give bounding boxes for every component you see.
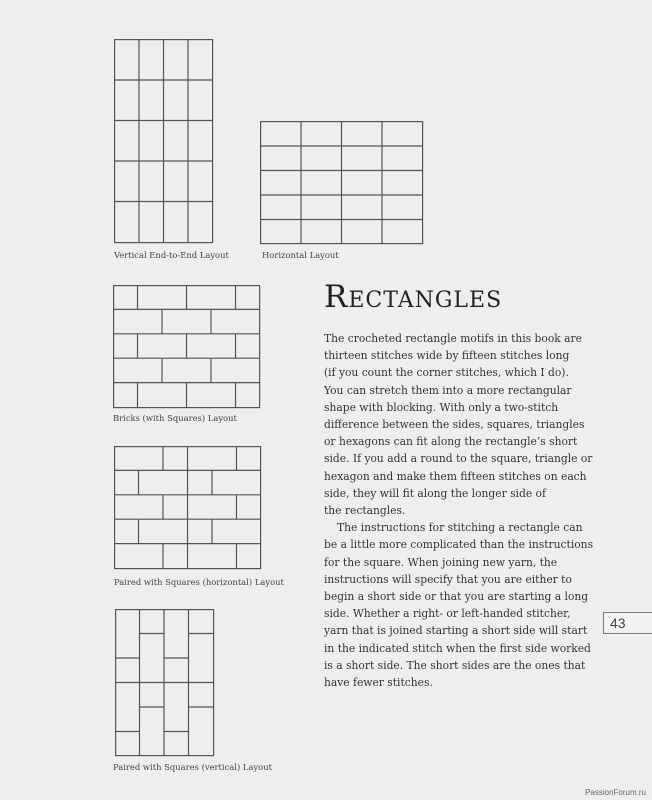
horizontal-layout-svg [260,121,424,245]
paired-horizontal-layout-svg [114,446,262,570]
bricks-layout-diagram [113,285,261,409]
page-number: 43 [603,612,652,634]
article-body [324,330,594,691]
vertical-layout-diagram [114,39,214,244]
horizontal-layout-caption: Horizontal Layout [262,250,339,260]
paired-vertical-layout-diagram [115,609,215,757]
paragraph-2: The instructions for stitching a rectangle can be a little more complicated than the instructions for the square. When joining new yarn, the instructions will specify that you are either to begin a short side or that you are starting a long side. Whether a right- or left-handed stitcher, yarn that is joined starting a short side will start in the indicated stitch when the first side worked is a short side. The short sides are the ones that have fewer stitches. [324,521,594,690]
paired-vertical-layout-svg [115,609,215,757]
bricks-layout-caption: Bricks (with Squares) Layout [113,413,237,423]
paired-vertical-layout-caption: Paired with Squares (vertical) Layout [113,762,272,772]
paired-horizontal-layout-caption: Paired with Squares (horizontal) Layout [114,577,284,587]
page-title: Rectangles [324,279,503,315]
paragraph-1: The crocheted rectangle motifs in this book are thirteen stitches wide by fifteen stitches long (if you count the corner stitches, which I do). You can stretch them into a more rectangular shape with blocking. With only a two-stitch difference between the sides, squares, triangles or hexagons can fit along the rectangle’s short side. If you add a round to the square, triangle or hexagon and make them fifteen stitches on each side, they will fit along the longer side of the rectangles. [324,332,593,518]
paired-horizontal-layout-diagram [114,446,262,570]
horizontal-layout-diagram [260,121,424,245]
vertical-layout-caption: Vertical End-to-End Layout [114,250,229,260]
bricks-layout-svg [113,285,261,409]
watermark: PassionForum.ru [585,788,646,797]
vertical-layout-svg [114,39,214,244]
